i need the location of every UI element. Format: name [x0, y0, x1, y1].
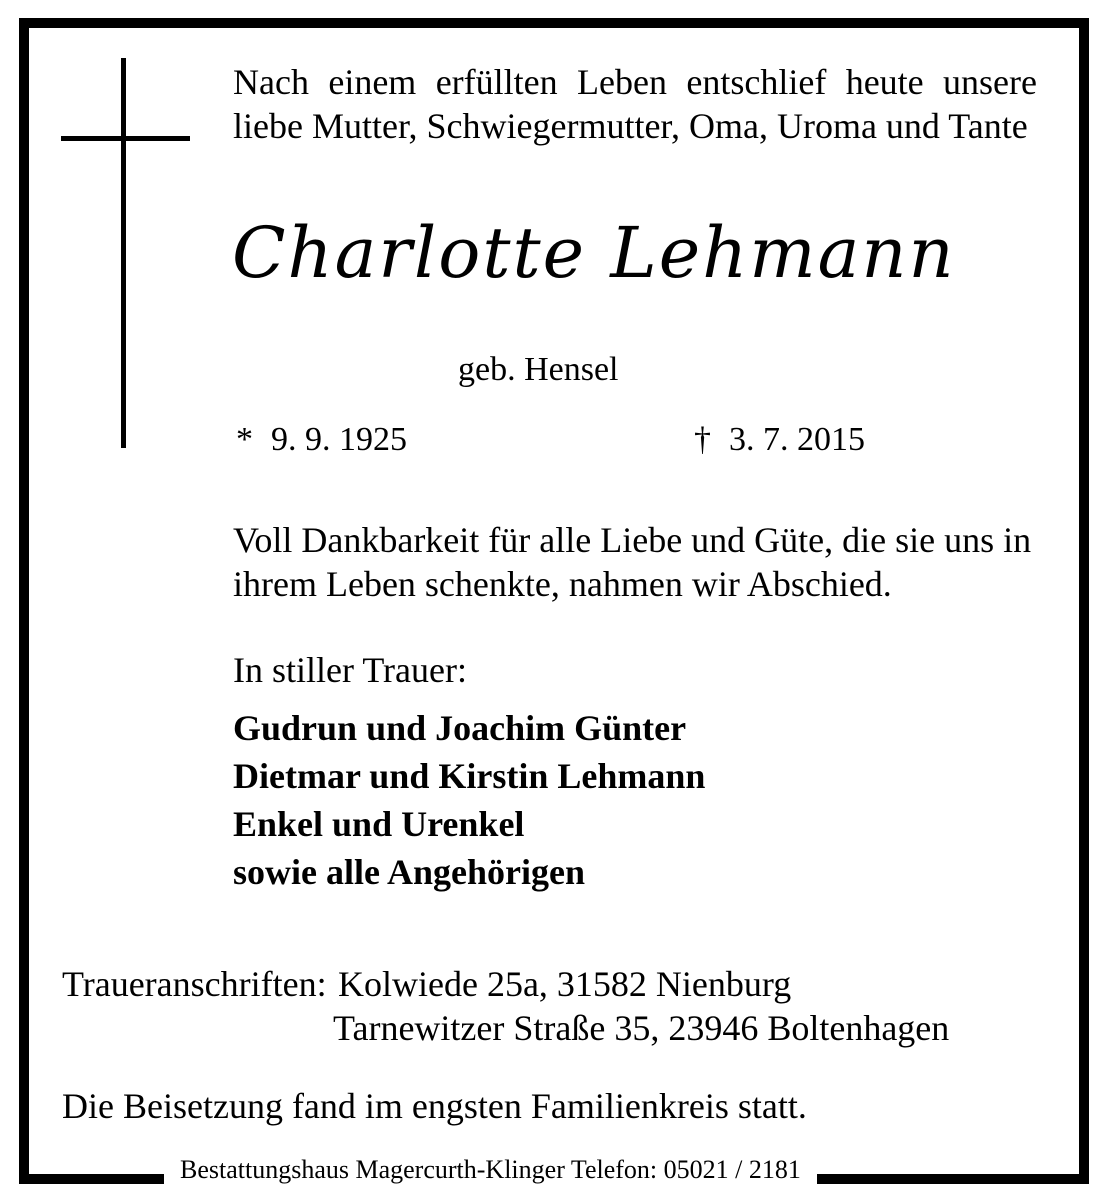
mourner-item: Gudrun und Joachim Günter: [233, 708, 687, 748]
mourner-item: sowie alle Angehörigen: [233, 852, 585, 892]
mourning-label: In stiller Trauer:: [233, 650, 467, 690]
mourner-item: Enkel und Urenkel: [233, 804, 525, 844]
birth-date-line: [236, 418, 407, 462]
address-line-2: Tarnewitzer Straße 35, 23946 Boltenhagen: [333, 1008, 950, 1048]
burial-text: Die Beisetzung fand im engsten Familienkreis statt.: [62, 1086, 807, 1126]
thanks-text: Voll Dankbarkeit für alle Liebe und Güte, die sie uns in ihrem Leben schenkte, nahmen wir Abschied.: [233, 520, 1032, 604]
deceased-name: Charlotte Lehmann: [232, 212, 956, 294]
address-line-1: Kolwiede 25a, 31582 Nienburg: [338, 964, 792, 1004]
cross-vertical-bar: [121, 58, 126, 448]
birth-star-icon: *: [236, 421, 253, 458]
birth-name: geb. Hensel: [458, 351, 619, 388]
birth-date: 9. 9. 1925: [271, 421, 407, 458]
mourners-list: [233, 704, 705, 896]
funeral-home-footer: Bestattungshaus Magercurth-Klinger Telefon: 05021 / 2181: [164, 1152, 817, 1188]
intro-text: Nach einem erfüllten Leben entschlief heute unsere liebe Mutter, Schwiegermutter, Oma, Uroma und Tante: [233, 62, 1037, 146]
cross-horizontal-bar: [61, 136, 190, 141]
mourner-item: Dietmar und Kirstin Lehmann: [233, 756, 706, 796]
death-date-line: [694, 418, 865, 462]
death-date: 3. 7. 2015: [729, 421, 865, 458]
death-dagger-icon: †: [694, 421, 711, 458]
address-label: Traueranschriften:: [62, 964, 327, 1004]
